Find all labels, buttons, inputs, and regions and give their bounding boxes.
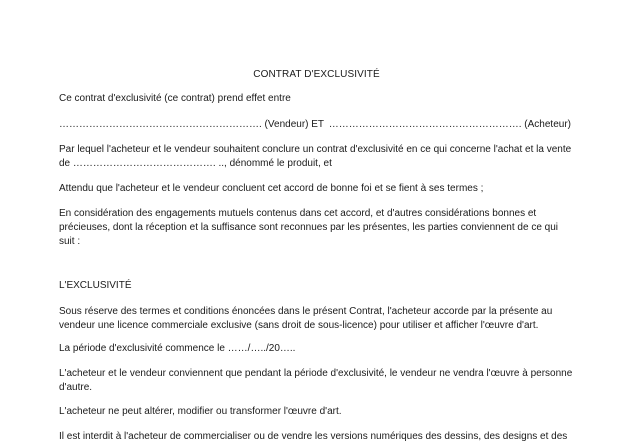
consideration-paragraph	[59, 207, 579, 249]
digital-paragraph: Il est interdit à l'acheteur de commercialiser ou de vendre les versions numériques des dessins, des designs et des	[59, 431, 568, 442]
goodfaith-paragraph: Attendu que l'acheteur et le vendeur concluent cet accord de bonne foi et se fient à ses termes ;	[59, 183, 484, 194]
license-line-1: Sous réserve des termes et conditions énoncées dans le présent Contrat, l'acheteur accorde par la présente au	[59, 306, 553, 317]
purpose-line-1: Par lequel l'acheteur et le vendeur souhaitent conclure un contrat d'exclusivité en ce qui concerne l'achat et la vente	[59, 144, 572, 155]
buyer-blank: …………………………………………………. (Acheteur)	[328, 119, 571, 130]
nomodify-paragraph: L'acheteur ne peut altérer, modifier ou transformer l'œuvre d'art.	[59, 406, 342, 417]
noresale-line-2: d'autre.	[59, 382, 93, 393]
purpose-paragraph	[59, 143, 579, 171]
noresale-line-1: L'acheteur et le vendeur conviennent que pendant la période d'exclusivité, le vendeur ne vendra l'œuvre à personne	[59, 368, 573, 379]
noresale-paragraph	[59, 367, 579, 395]
section-heading: L'EXCLUSIVITÉ	[59, 280, 132, 291]
consideration-line-3: suit :	[59, 236, 81, 247]
parties-line	[59, 118, 579, 132]
consideration-line-2: précieuses, dont la réception et la suffisance sont reconnues par les présentes, les parties conviennent de ce qui	[59, 222, 559, 233]
license-paragraph	[59, 305, 579, 333]
intro-paragraph: Ce contrat d'exclusivité (ce contrat) prend effet entre	[59, 93, 291, 104]
license-line-2: vendeur une licence commerciale exclusive (sans droit de sous-licence) pour utiliser et afficher l'œuvre d'art.	[59, 320, 539, 331]
consideration-line-1: En considération des engagements mutuels contenus dans cet accord, et d'autres considérations bonnes et	[59, 208, 537, 219]
document-title: CONTRAT D'EXCLUSIVITÉ	[253, 69, 380, 80]
vendor-blank: ……………………………………………………. (Vendeur) ET	[59, 119, 325, 130]
period-paragraph: La période d'exclusivité commence le ……/…../20…..	[59, 343, 296, 354]
purpose-line-2: de ……………………………………. .., dénommé le produit, et	[59, 158, 332, 169]
